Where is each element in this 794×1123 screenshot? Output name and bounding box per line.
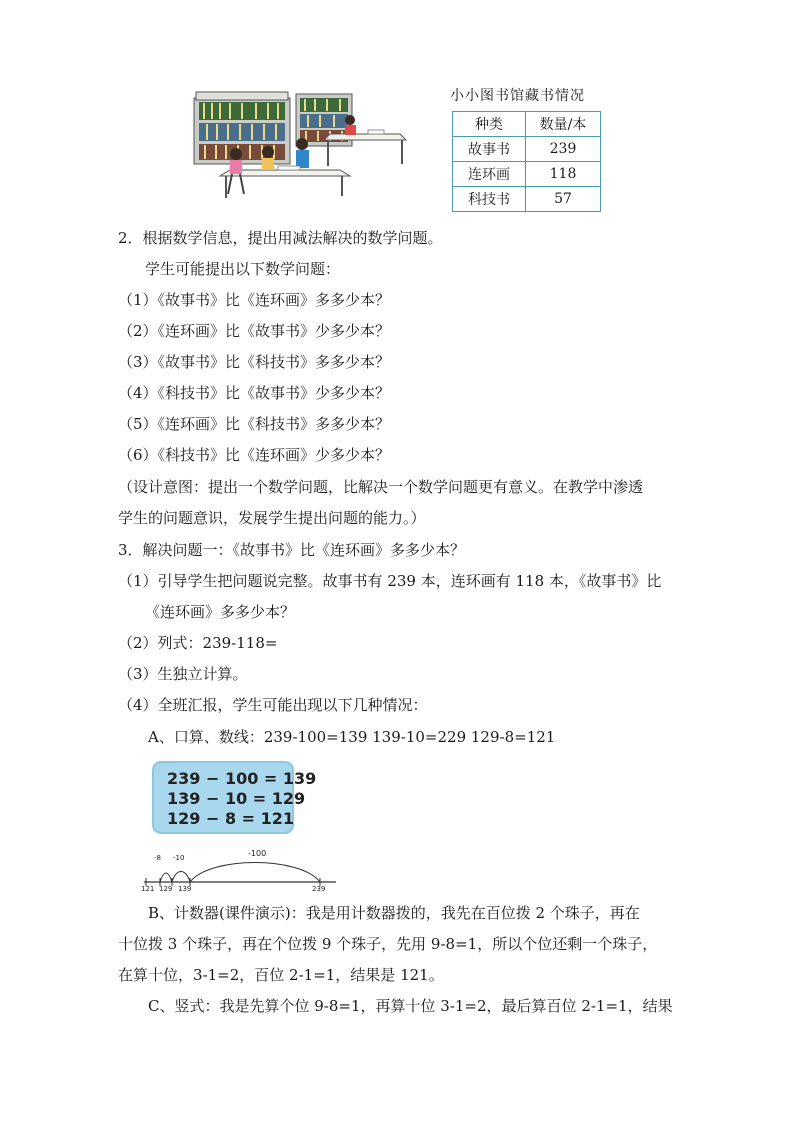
child-reading-icon <box>262 146 274 170</box>
calc-line: 139 − 10 = 129 <box>167 789 306 808</box>
design-intent-note: 学生的问题意识，发展学生提出问题的能力。） <box>118 509 426 527</box>
bookshelf-icon <box>194 92 290 164</box>
mental-calculation-box <box>152 761 317 834</box>
step-item: 《连环画》多多少本？ <box>145 603 296 621</box>
paragraph-line: 学生可能提出以下数学问题： <box>145 260 341 278</box>
jump-label: -100 <box>248 849 267 858</box>
table-header: 种类 <box>453 112 526 137</box>
section-heading: 2．根据数学信息，提出用减法解决的数学问题。 <box>118 229 443 247</box>
table-header: 数量/本 <box>526 112 601 137</box>
design-intent-note: （设计意图：提出一个数学问题，比解决一个数学问题更有意义。在教学中渗透 <box>118 478 644 496</box>
paragraph-line: 十位拨 3 个珠子，再在个位拨 9 个珠子，先用 9-8=1，所以个位还剩一个珠子， <box>118 935 658 953</box>
tick-label: 121 <box>141 885 155 892</box>
question-item: （4）《科技书》比《故事书》少多少本？ <box>118 384 391 402</box>
method-item: C、竖式：我是先算个位 9-8=1，再算十位 3-1=2，最后算百位 2-1=1，结果 <box>148 997 673 1015</box>
table-cell: 239 <box>526 137 601 162</box>
table-row <box>453 162 601 187</box>
question-item: （3）《故事书》比《科技书》多多少本？ <box>118 353 391 371</box>
step-item: （4）全班汇报，学生可能出现以下几种情况： <box>118 696 428 714</box>
question-item: （1）《故事书》比《连环画》多多少本？ <box>118 291 391 309</box>
table-cell: 57 <box>526 187 601 212</box>
table-header-row <box>453 112 601 137</box>
question-item: （6）《科技书》比《连环画》少多少本？ <box>118 446 391 464</box>
question-item: （2）《连环画》比《故事书》少多少本？ <box>118 322 391 340</box>
number-line-diagram <box>140 838 340 892</box>
table-cell: 故事书 <box>453 137 526 162</box>
tick-label: 129 <box>159 885 173 892</box>
jump-label: -10 <box>173 854 185 862</box>
calc-line: 239 − 100 = 139 <box>167 769 317 788</box>
question-item: （5）《连环画》比《科技书》多多少本？ <box>118 415 391 433</box>
table-row <box>453 187 601 212</box>
child-reading-icon <box>228 148 244 194</box>
table-cell: 118 <box>526 162 601 187</box>
step-item: （3）生独立计算。 <box>118 665 248 683</box>
step-item: （2）列式：239-118= <box>118 634 278 652</box>
calc-line: 129 − 8 = 121 <box>167 809 295 828</box>
table-title: 小小图书馆藏书情况 <box>450 88 585 104</box>
paragraph-line: 在算十位，3-1=2，百位 2-1=1，结果是 121。 <box>118 966 444 984</box>
step-item: （1）引导学生把问题说完整。故事书有 239 本，连环画有 118 本，《故事书》比 <box>118 572 662 590</box>
table-cell: 科技书 <box>453 187 526 212</box>
library-reading-illustration <box>190 86 410 204</box>
section-heading: 3．解决问题一：《故事书》比《连环画》多多少本？ <box>118 541 466 559</box>
method-item: B、计数器(课件演示)：我是用计数器拨的，我先在百位拨 2 个珠子，再在 <box>148 904 640 922</box>
table-cell: 连环画 <box>453 162 526 187</box>
book-collection-table <box>452 111 601 212</box>
table-row <box>453 137 601 162</box>
method-item: A、口算、数线：239-100=139 139-10=229 129-8=121 <box>148 728 556 746</box>
jump-label: -8 <box>154 854 161 862</box>
tick-label: 139 <box>178 885 192 892</box>
tick-label: 239 <box>312 885 326 892</box>
child-reading-icon <box>345 115 356 135</box>
child-reading-icon <box>296 138 309 168</box>
